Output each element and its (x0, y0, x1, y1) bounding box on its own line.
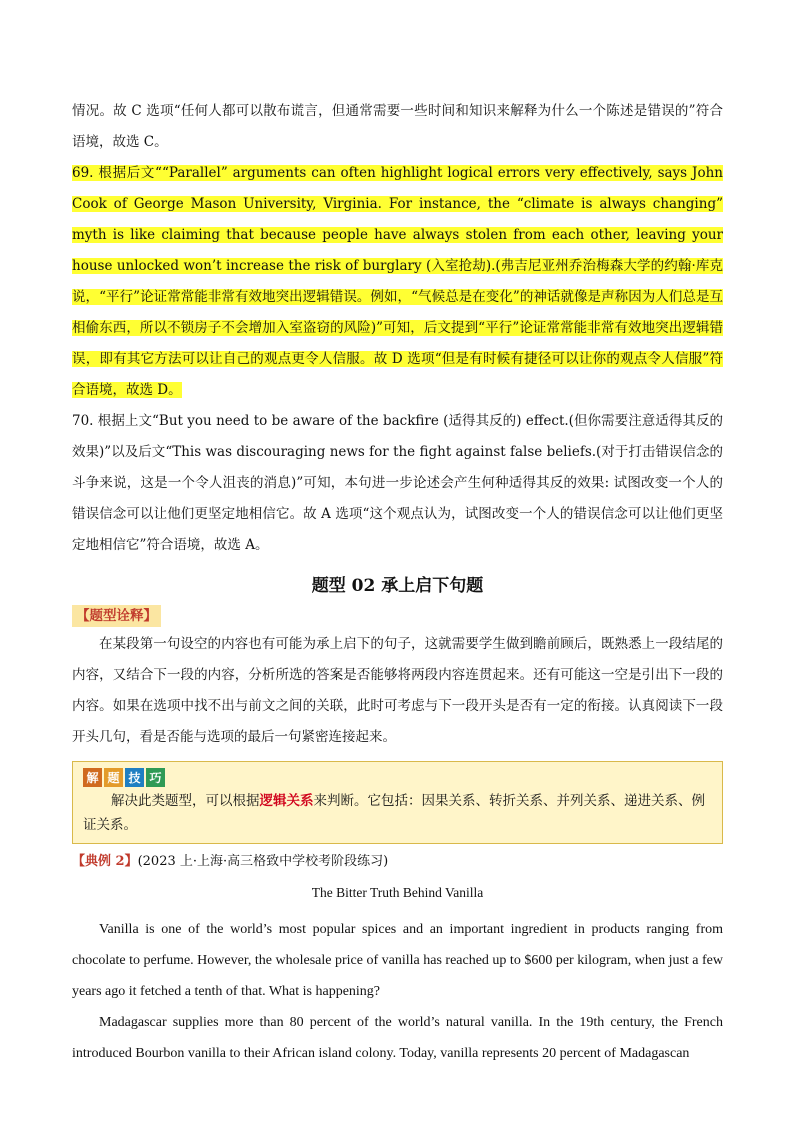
tip-badge-2: 题 (104, 768, 123, 787)
tip-text (83, 789, 712, 837)
document-page (72, 96, 723, 1069)
answer-70: 70. 根据上文“But you need to be aware of the backfire (适得其反的) effect.(但你需要注意适得其反的效果)”以及后文“This was discouraging news for the fight against false beliefs.(对于打击错误信念的斗争来说，这是一个令人沮丧的消息)”可知，本句进一步论述会产生何种适得其反的效果: 试图改变一个人的错误信念可以让他们更坚定地相信它。故 A 选项“这个观点认为，试图改变一个人的错误信念可以让他们更坚定地相信它”符合语境，故选 A。 (72, 413, 723, 553)
section-explanation: 在某段第一句设空的内容也有可能为承上启下的句子，这就需要学生做到瞻前顾后，既熟悉上一段结尾的内容，又结合下一段的内容，分析所选的答案是否能够将两段内容连贯起来。还有可能这一空是引出下一段的内容。如果在选项中找不出与前文之间的关联，此时可考虑与下一段开头是否有一定的衔接。认真阅读下一段开头几句，看是否能与选项的最后一句紧密连接起来。 (72, 636, 723, 745)
tip-text-emphasis: 逻辑关系 (259, 793, 314, 809)
passage-paragraph-2: Madagascar supplies more than 80 percent of the world’s natural vanilla. In the 19th century, the French introduced Bourbon vanilla to their African island colony. Today, vanilla represents 20 percent of Madagascan (72, 1015, 723, 1061)
tip-badges (83, 768, 712, 787)
tip-badge-4: 巧 (146, 768, 165, 787)
answer-68-tail: 情况。故 C 选项“任何人都可以散布谎言，但通常需要一些时间和知识来解释为什么一个陈述是错误的”符合语境，故选 C。 (72, 103, 723, 150)
passage-paragraph-1: Vanilla is one of the world’s most popular spices and an important ingredient in products ranging from chocolate to perfume. However, the wholesale price of vanilla has reached up to $600 per kilogram, when just a few years ago it fetched a tenth of that. What is happening? (72, 922, 723, 999)
answer-69 (72, 158, 723, 406)
section-heading: 题型 02 承上启下句题 (311, 576, 484, 596)
tip-text-after: 来判断。它包括：因果关系、转折关系、并列关系、递进关系、例证关系。 (83, 793, 705, 833)
section-tag: 【题型诠释】 (72, 605, 161, 627)
tip-badge-3: 技 (125, 768, 144, 787)
example-label: 【典例 2】 (72, 854, 138, 869)
example-header (72, 850, 723, 874)
tip-text-before: 解决此类题型，可以根据 (111, 793, 260, 809)
example-source: (2023 上·上海·高三格致中学校考阶段练习) (137, 854, 389, 869)
answer-69-highlight: 69. 根据后文““Parallel” arguments can often highlight logical errors very effectively, says John Cook of George Mason University, Virginia. For instance, the “climate is always changing” myth is like claiming that because people have always stolen from each other, leaving your house unlocked won’t increase the risk of burglary (入室抢劫).(弗吉尼亚州乔治梅森大学的约翰·库克说，“平行”论证常常能非常有效地突出逻辑错误。例如，“气候总是在变化”的神话就像是声称因为人们总是互相偷东西，所以不锁房子不会增加入室盗窃的风险)”可知，后文提到“平行”论证常常能非常有效地突出逻辑错误，即有其它方法可以让自己的观点更令人信服。故 D 选项“但是有时候有捷径可以让你的观点令人信服”符合语境，故选 D。 (72, 165, 723, 398)
tip-box (72, 761, 723, 844)
tip-badge-1: 解 (83, 768, 102, 787)
passage-title: The Bitter Truth Behind Vanilla (311, 885, 484, 900)
